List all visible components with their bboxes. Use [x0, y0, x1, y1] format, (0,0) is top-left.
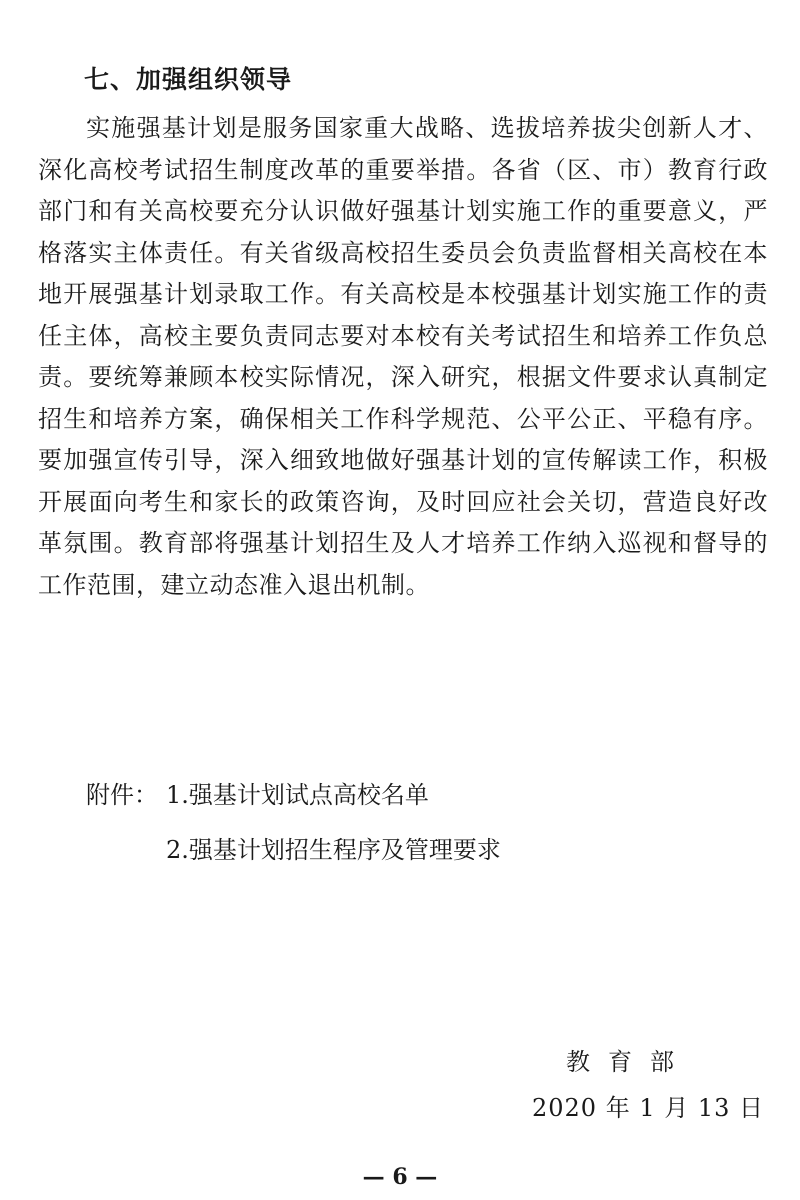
page-number: — 6 — [362, 1164, 438, 1190]
attachments-list [86, 768, 501, 878]
attachment-indent-spacer [86, 823, 166, 878]
section-body-paragraph: 实施强基计划是服务国家重大战略、选拔培养拔尖创新人才、深化高校考试招生制度改革的重要举措。各省（区、市）教育行政部门和有关高校要充分认识做好强基计划实施工作的重要意义，严格落实主体责任。有关省级高校招生委员会负责监督相关高校在本地开展强基计划录取工作。有关高校是本校强基计划实施工作的责任主体，高校主要负责同志要对本校有关考试招生和培养工作负总责。要统筹兼顾本校实际情况，深入研究，根据文件要求认真制定招生和培养方案，确保相关工作科学规范、公平公正、平稳有序。要加强宣传引导，深入细致地做好强基计划的宣传解读工作，积极开展面向考生和家长的政策咨询，及时回应社会关切，营造良好改革氛围。教育部将强基计划招生及人才培养工作纳入巡视和督导的工作范围，建立动态准入退出机制。 [38, 114, 768, 599]
section-heading: 七、加强组织领导 [84, 65, 293, 94]
attachment-item-1-text: 1.强基计划试点高校名单 [166, 781, 429, 809]
issue-date: 2020 年 1 月 13 日 [532, 1094, 765, 1122]
attachment-item-2-text: 2.强基计划招生程序及管理要求 [166, 836, 501, 864]
attachment-item [86, 823, 501, 878]
attachments-label: 附件： [86, 781, 158, 809]
attachment-item [86, 768, 501, 823]
issuer-name: 教育部 [566, 1048, 692, 1076]
